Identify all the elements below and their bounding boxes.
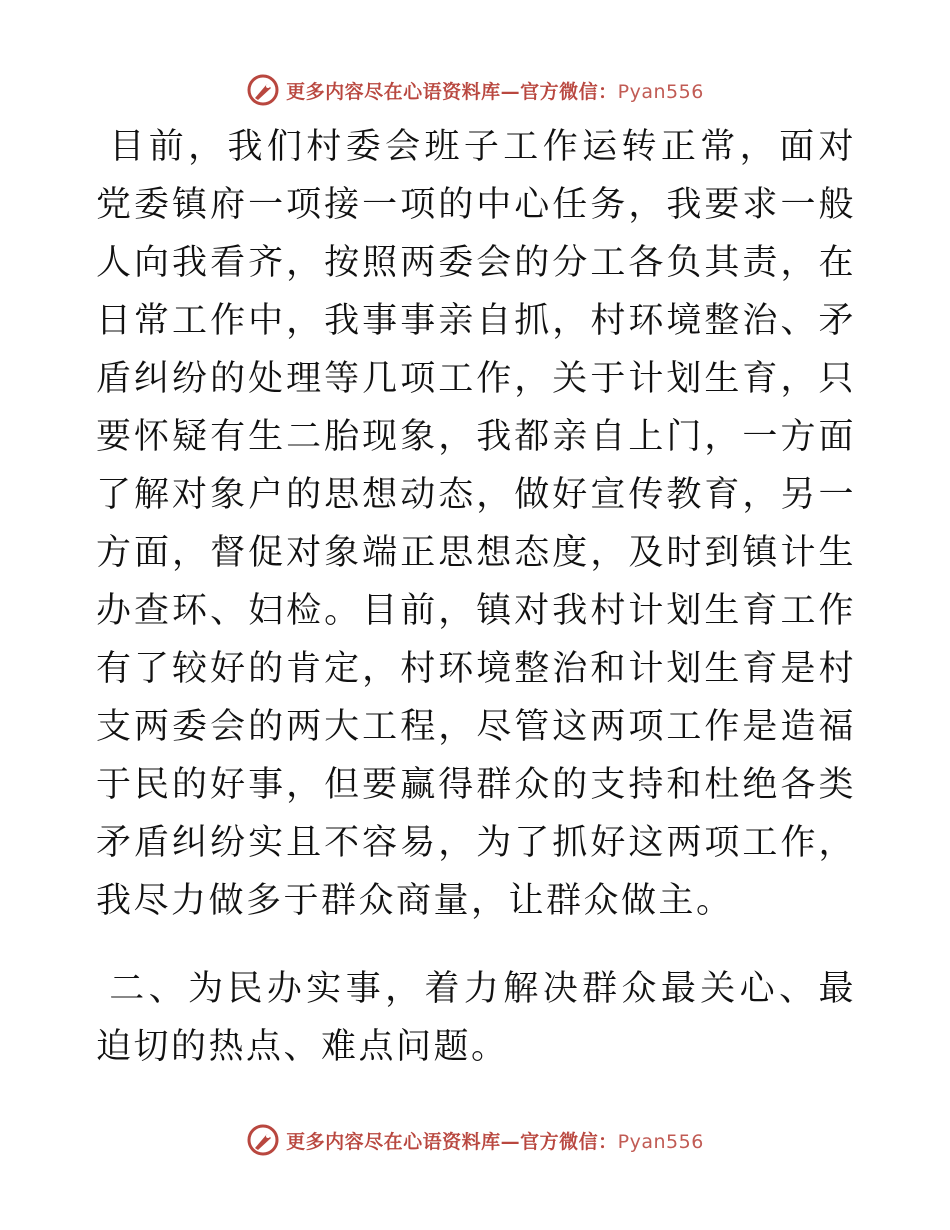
document-body (96, 118, 856, 1076)
watermark-text: 更多内容尽在心语资料库—官方微信：Pyan556 (286, 80, 704, 103)
pen-nib-circle-icon (246, 1123, 280, 1157)
watermark-text: 更多内容尽在心语资料库—官方微信：Pyan556 (286, 1130, 704, 1153)
footer-watermark (0, 1120, 950, 1160)
header-watermark (0, 70, 950, 110)
pen-nib-circle-icon (246, 73, 280, 107)
section-heading: 二、为民办实事，着力解决群众最关心、最迫切的热点、难点问题。 (96, 969, 856, 1067)
paragraph: 目前，我们村委会班子工作运转正常，面对党委镇府一项接一项的中心任务，我要求一般人向我看齐，按照两委会的分工各负其责，在日常工作中，我事事亲自抓，村环境整治、矛盾纠纷的处理等几项工作，关于计划生育，只要怀疑有生二胎现象，我都亲自上门，一方面了解对象户的思想动态，做好宣传教育，另一方面，督促对象端正思想态度，及时到镇计生办查环、妇检。目前，镇对我村计划生育工作有了较好的肯定，村环境整治和计划生育是村支两委会的两大工程，尽管这两项工作是造福于民的好事，但要赢得群众的支持和杜绝各类矛盾纠纷实且不容易，为了抓好这两项工作，我尽力做多于群众商量，让群众做主。 (96, 127, 856, 921)
